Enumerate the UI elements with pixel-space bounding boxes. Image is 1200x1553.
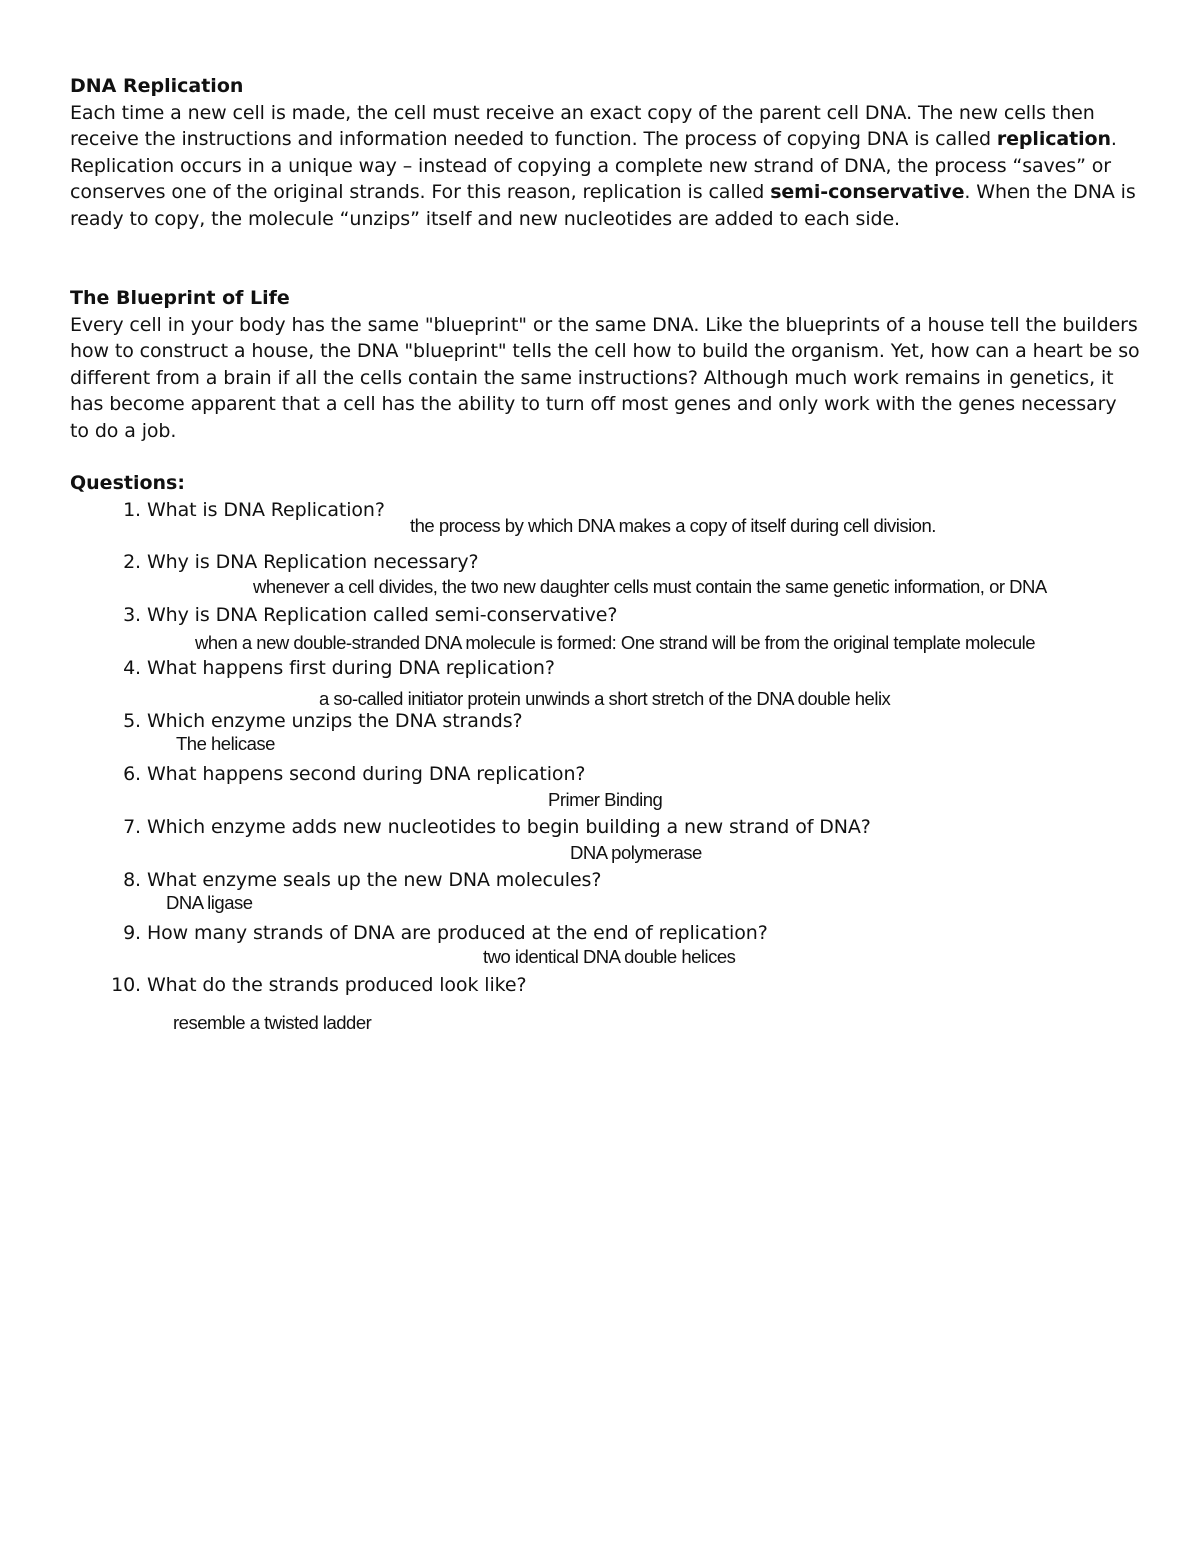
paragraph-text-1: Each time a new cell is made, the cell must receive an exact copy of the parent cell DNA. The new cells then receive the instructions and information needed to function. The process of copying DNA is called xyxy=(70,101,1095,150)
term-semi-conservative: semi-conservative xyxy=(770,181,965,203)
dna-replication-paragraph xyxy=(70,100,1140,233)
answer-2: whenever a cell divides, the two new daughter cells must contain the same genetic information, or DNA xyxy=(253,576,1047,597)
paragraph-text-2: . Replication occurs in a unique way – instead of copying a complete new strand of DNA, the process “saves” or conserves one of the original strands. For this reason, replication is called xyxy=(70,128,1117,203)
question-9: 9. How many strands of DNA are produced at the end of replication? xyxy=(123,922,768,944)
answer-1: the process by which DNA makes a copy of itself during cell division. xyxy=(410,515,936,536)
question-3: 3. Why is DNA Replication called semi-conservative? xyxy=(123,604,618,626)
answer-6: Primer Binding xyxy=(548,789,663,810)
term-replication: replication xyxy=(996,128,1111,150)
questions-heading: Questions: xyxy=(70,472,185,494)
answer-3: when a new double-stranded DNA molecule is formed: One strand will be from the original template molecule xyxy=(195,632,1036,653)
question-6: 6. What happens second during DNA replication? xyxy=(123,763,586,785)
answer-7: DNA polymerase xyxy=(570,842,702,863)
question-5: 5. Which enzyme unzips the DNA strands? xyxy=(123,710,523,732)
answer-10: resemble a twisted ladder xyxy=(173,1012,372,1033)
blueprint-section xyxy=(70,285,1140,444)
question-10: 10. What do the strands produced look like? xyxy=(111,974,527,996)
question-4: 4. What happens first during DNA replication? xyxy=(123,657,555,679)
answer-8: DNA ligase xyxy=(166,892,253,913)
question-2: 2. Why is DNA Replication necessary? xyxy=(123,551,479,573)
blueprint-heading: The Blueprint of Life xyxy=(70,287,290,309)
paragraph-text-3: . When the DNA is ready to copy, the molecule “unzips” itself and new nucleotides are added to each side. xyxy=(70,181,1136,230)
question-7: 7. Which enzyme adds new nucleotides to begin building a new strand of DNA? xyxy=(123,816,871,838)
answer-4: a so-called initiator protein unwinds a short stretch of the DNA double helix xyxy=(319,688,891,709)
question-8: 8. What enzyme seals up the new DNA molecules? xyxy=(123,869,602,891)
blueprint-paragraph: Every cell in your body has the same "blueprint" or the same DNA. Like the blueprints of a house tell the builders how to construct a house, the DNA "blueprint" tells the cell how to build the organism. Yet, how can a heart be so different from a brain if all the cells contain the same instructions? Although much work remains in genetics, it has become apparent that a cell has the ability to turn off most genes and only work with the genes necessary to do a job. xyxy=(70,313,1140,442)
dna-replication-heading: DNA Replication xyxy=(70,75,244,97)
dna-replication-section xyxy=(70,73,1140,232)
question-1: 1. What is DNA Replication? xyxy=(123,499,385,521)
answer-9: two identical DNA double helices xyxy=(483,946,736,967)
answer-5: The helicase xyxy=(176,733,275,754)
